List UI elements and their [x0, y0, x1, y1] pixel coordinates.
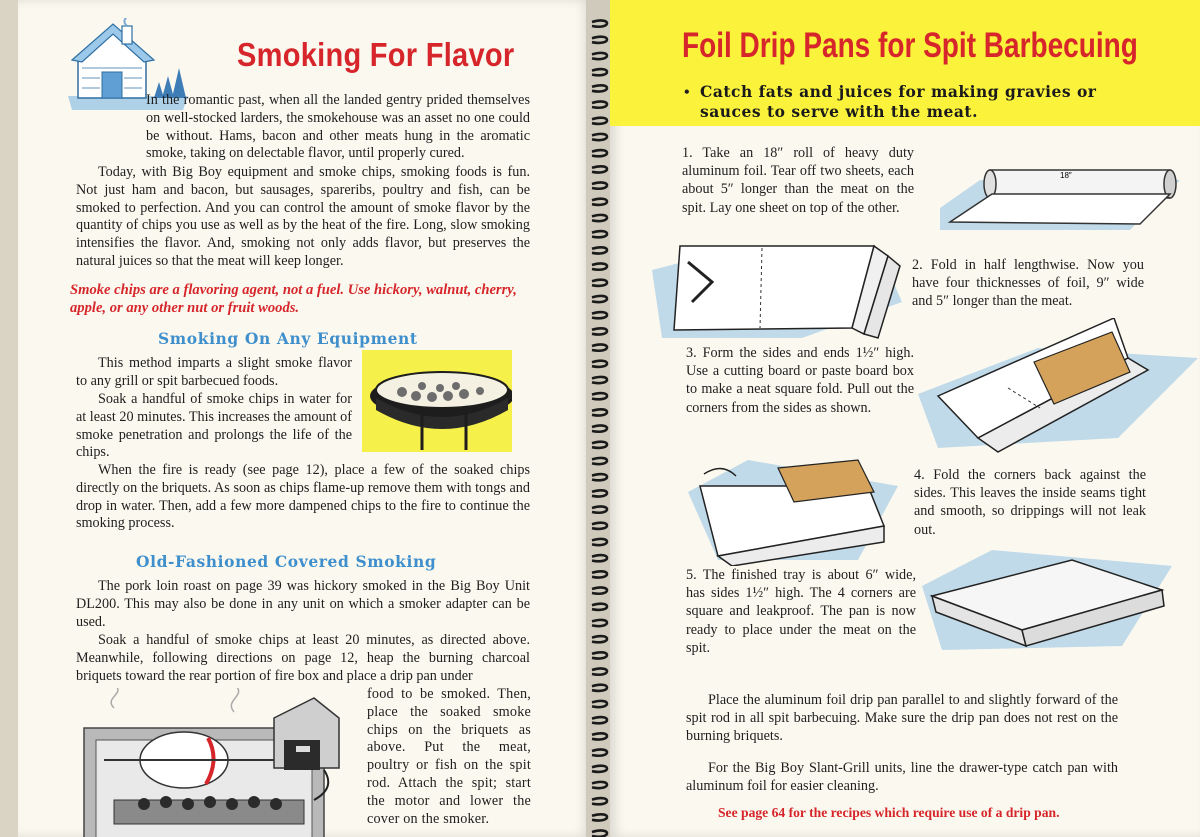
recipes-footer-note: See page 64 for the recipes which require use of a drip pan.	[718, 805, 1060, 820]
section-heading-any-equipment: Smoking On Any Equipment	[158, 329, 418, 348]
page-title-left: Smoking For Flavor	[237, 36, 515, 73]
cutting-board-illustration	[918, 318, 1200, 458]
left-page	[18, 0, 590, 837]
smoke-chips-note: Smoke chips are a flavoring agent, not a fuel. Use hickory, walnut, cherry, apple, or any other nut or fruit woods.	[70, 282, 517, 316]
slant-grill-paragraph: For the Big Boy Slant-Grill units, line the drawer-type catch pan with aluminum foil for easier cleaning.	[686, 760, 1118, 794]
corner-fold-illustration	[688, 456, 918, 566]
section1-paragraph-2: Soak a handful of smoke chips in water for at least 20 minutes. This increases the amount of smoke penetration and prolongs the life of the chips.	[76, 391, 352, 461]
grill-illustration	[362, 350, 512, 452]
right-page	[610, 0, 1200, 837]
section2-paragraph-1: The pork loin roast on page 39 was hickory smoked in the Big Boy Unit DL200. This may also be done in any unit on which a smoker adapter can be used.	[76, 578, 530, 630]
page-title-right: Foil Drip Pans for Spit Barbecuing	[682, 26, 1138, 65]
placement-paragraph: Place the aluminum foil drip pan parallel to and slightly forward of the spit rod in all spit barbecuing. Make sure the drip pan does not rest on the burning briquets.	[686, 692, 1118, 744]
smoker-illustration	[74, 688, 364, 837]
step-2: 2. Fold in half lengthwise. Now you have four thicknesses of foil, 9″ wide and 5″ longer than the meat.	[912, 257, 1144, 310]
intro-paragraph-2: Today, with Big Boy equipment and smoke chips, smoking foods is fun. Not just ham and bacon, but sausages, spareribs, poultry and fish, can be smoked to perfection. And you can control the amount of smoke flavor by the quantity of chips you use as well as by the heat of the fire. Long, slow smoking intensifies the flavor. And, smoking not only adds flavor, but preserves the natural juices so that the meat will keep longer.	[76, 164, 530, 269]
section2-paragraph-2: Soak a handful of smoke chips at least 20 minutes, as directed above. Meanwhile, following directions on page 12, heap the burning charcoal briquets toward the rear portion of fire box and place a drip pan under	[76, 632, 530, 684]
section2-paragraph-3: food to be smoked. Then, place the soaked smoke chips on the briquets as above. Put the meat, poultry or fish on the spit rod. Attach the spit; start the motor and lower the cover on the smoker.	[367, 686, 531, 827]
intro-paragraph-1: In the romantic past, when all the landed gentry prided themselves on well-stocked larders, the smokehouse was an asset no one could be without. Hams, bacon and other meats hung in the aromatic smoke, taking on delectable flavor, until properly cured.	[146, 92, 530, 162]
step-3: 3. Form the sides and ends 1½″ high. Use a cutting board or paste board box to make a neat square fold. Pull out the corners from the sides as shown.	[686, 345, 914, 416]
finished-tray-illustration	[922, 546, 1174, 656]
step-4: 4. Fold the corners back against the sides. This leaves the inside seams tight and smooth, so drippings will not leak out.	[914, 467, 1146, 538]
banner-subtitle: Catch fats and juices for making gravies or sauces to serve with the meat.	[700, 82, 1097, 121]
bullet-icon: •	[684, 84, 690, 101]
section1-paragraph-3: When the fire is ready (see page 12), place a few of the soaked chips directly on the briquets. As soon as chips flame-up remove them with tongs and drop in water. Then, add a few more dampened chips to the fire to continue the smoking process.	[76, 462, 530, 532]
section1-paragraph-1: This method imparts a slight smoke flavor to any grill or spit barbecued foods.	[76, 355, 352, 389]
step-1: 1. Take an 18″ roll of heavy duty aluminum foil. Tear off two sheets, each about 5″ longer than the meat on the spit. Lay one sheet on top of the other.	[682, 145, 914, 216]
roll-size-label: 18″	[1060, 171, 1072, 180]
foil-roll-illustration	[940, 150, 1190, 234]
folded-foil-illustration	[652, 242, 902, 344]
section-heading-covered-smoking: Old-Fashioned Covered Smoking	[136, 552, 437, 571]
step-5: 5. The finished tray is about 6″ wide, has sides 1½″ high. The 4 corners are square and leakproof. The pan is now ready to place under the meat on the spit.	[686, 567, 916, 656]
